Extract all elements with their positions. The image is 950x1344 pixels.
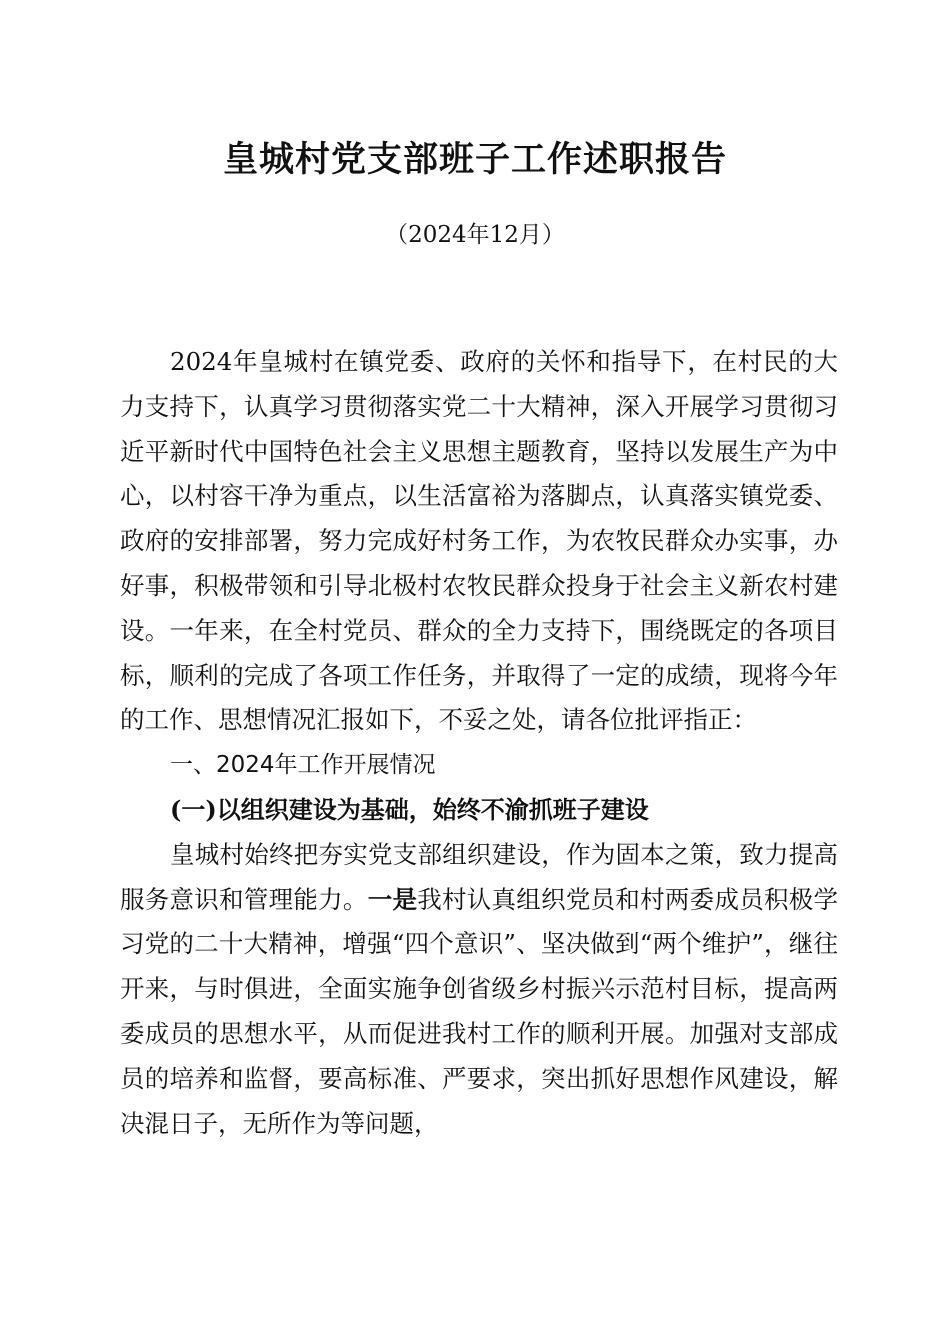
section-heading: 一、2024年工作开展情况 (170, 752, 436, 779)
paragraph-rest-text: 我村认真组织党员和村两委成员积极学习党的二十大精神，增强“四个意识”、坚决做到“两个维护”，继往开来，与时俱进，全面实施争创省级乡村振兴示范村目标，提高两委成员的思想水平，从而促进我村工作的顺利开展。加强对支部成员的培养和监督，要高标准、严要求，突出抓好思想作风建设，解决混日子，无所作为等问题， (120, 884, 839, 1138)
emphasis-text: 一是 (367, 884, 418, 914)
document-title: 皇城村党支部班子工作述职报告 (222, 139, 727, 180)
intro-paragraph: 2024年皇城村在镇党委、政府的关怀和指导下，在村民的大力支持下，认真学习贯彻落实党二十大精神，深入开展学习贯彻习近平新时代中国特色社会主义思想主题教育，坚持以发展生产为中心，以村容干净为重点，以生活富裕为落脚点，认真落实镇党委、政府的安排部署，努力完成好村务工作，为农牧民群众办实事，办好事，积极带领和引导北极村农牧民群众投身于社会主义新农村建设。一年来，在全村党员、群众的全力支持下，围绕既定的各项目标，顺利的完成了各项工作任务，并取得了一定的成绩，现将今年的工作、思想情况汇报如下，不妥之处，请各位批评指正： (120, 347, 838, 735)
paragraph-lead-text: 皇城村始终把夯实党支部组织建设，作为固本之策，致力提高服务意识和管理能力。 (120, 839, 838, 914)
document-date: （2024年12月） (385, 222, 565, 248)
subsection-heading: (一)以组织建设为基础，始终不渝抓班子建设 (170, 794, 649, 824)
document-body (120, 340, 838, 1146)
body-paragraph (120, 833, 838, 1147)
